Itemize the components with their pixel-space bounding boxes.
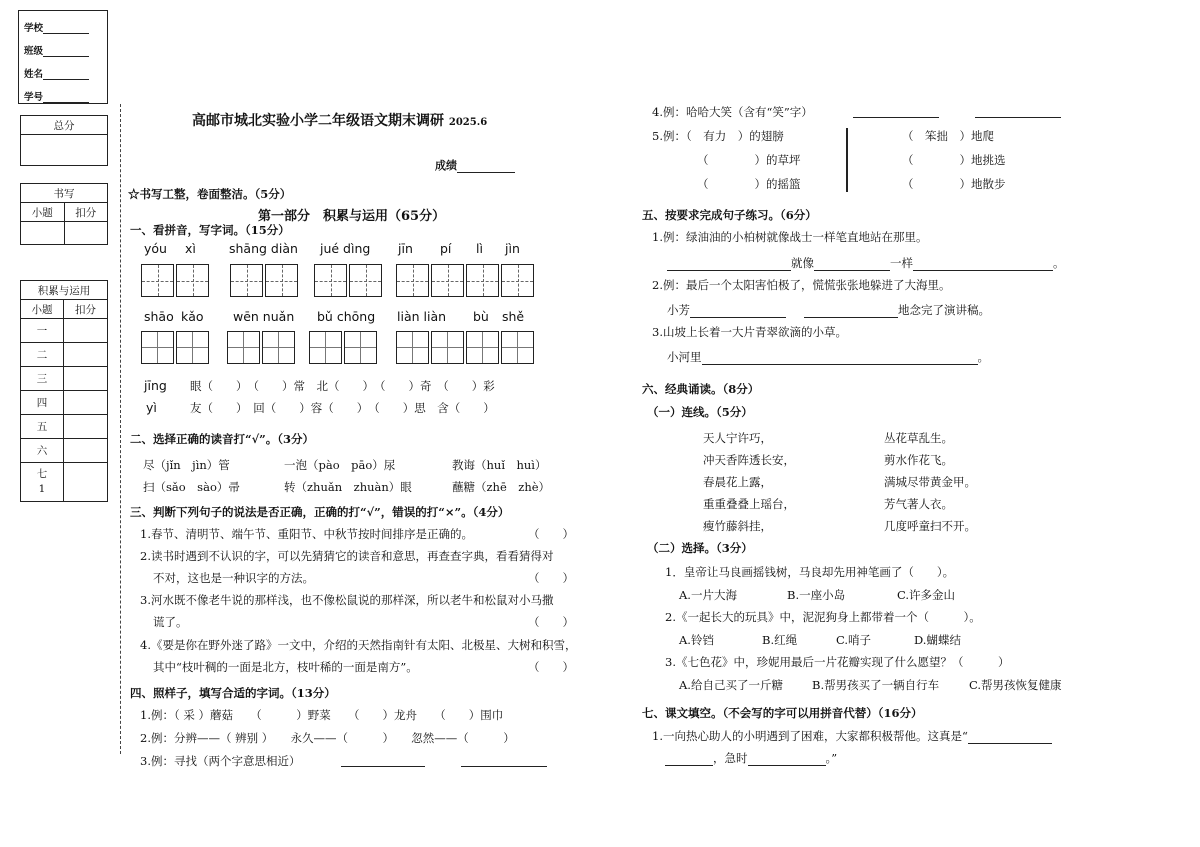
page-title: 高邮市城北实验小学二年级语文期末调研 2025.6	[192, 113, 488, 129]
match-left[interactable]: 天人宁许巧，	[703, 431, 772, 445]
grid-cell[interactable]	[466, 264, 499, 297]
q2-item[interactable]: 一泡（pào pāo）尿	[284, 458, 396, 472]
total-score-label: 总分	[21, 116, 108, 135]
q4-line: 5.例：（ 有力 ）的翅膀	[652, 129, 784, 143]
q4-line: （ ）的草坪	[697, 153, 801, 167]
row-1-cell[interactable]	[64, 319, 108, 343]
row-4-cell[interactable]	[64, 391, 108, 415]
grid-cell[interactable]	[176, 264, 209, 297]
accum-label: 积累与运用	[21, 281, 108, 300]
total-score-cell[interactable]	[21, 135, 108, 166]
choice-option[interactable]: C.帮男孩恢复健康	[969, 678, 1062, 692]
row-5: 五	[21, 415, 64, 439]
row-5-cell[interactable]	[64, 415, 108, 439]
grid-cell[interactable]	[501, 264, 534, 297]
choice-question: 2.《一起长大的玩具》中，泥泥狗身上都带着一个（ ）。	[665, 610, 981, 624]
match-left[interactable]: 瘦竹藤斜挂，	[703, 519, 772, 533]
pinyin: shāng diàn	[229, 241, 298, 256]
q2-item[interactable]: 蘸糖（zhē zhè）	[452, 480, 551, 494]
choice-option[interactable]: B.一座小岛	[787, 588, 846, 602]
q1-title: 一、看拼音，写字词。（15分）	[130, 223, 290, 237]
grid-cell[interactable]	[309, 331, 342, 364]
grid-cell[interactable]	[466, 331, 499, 364]
row-1: 一	[21, 319, 64, 343]
answer-paren[interactable]: （ ）	[528, 660, 574, 674]
pinyin: jìn	[505, 241, 520, 256]
pinyin: jué dìng	[320, 241, 371, 256]
row-2: 二	[21, 343, 64, 367]
choice-option[interactable]: A.给自己买了一斤糖	[679, 678, 783, 692]
q2-item[interactable]: 尽（jǐn jìn）管	[143, 458, 230, 472]
row-7-cell[interactable]	[64, 463, 108, 502]
grid-cell[interactable]	[141, 331, 174, 364]
grid-cell[interactable]	[141, 264, 174, 297]
writing-score-table	[20, 183, 108, 245]
q7-line: 1.一向热心助人的小明遇到了困难，大家都积极帮他。这真是“	[652, 728, 1052, 744]
grid-cell[interactable]	[262, 331, 295, 364]
q5-line: 2.例：最后一个太阳害怕极了，慌慌张张地躲进了大海里。	[652, 278, 951, 292]
writing-grid	[314, 264, 384, 297]
q2-item[interactable]: 教诲（huǐ huì）	[452, 458, 547, 472]
part1-title: 第一部分 积累与运用（65分）	[258, 209, 446, 224]
accum-score-table	[20, 280, 108, 502]
q5-fill-line[interactable]: 小芳 地念完了演讲稿。	[667, 303, 990, 317]
binding-line	[120, 104, 121, 754]
column-divider	[846, 128, 848, 192]
neat-writing-note: ☆书写工整，卷面整洁。（5分）	[128, 187, 292, 201]
match-left[interactable]: 春晨花上露，	[703, 475, 772, 489]
pinyin: bù	[473, 309, 489, 324]
q4-line: （ ）地散步	[902, 177, 1006, 191]
pinyin: yóu	[144, 241, 167, 256]
row-6-cell[interactable]	[64, 439, 108, 463]
pinyin: lì	[476, 241, 483, 256]
writing-deduct-cell[interactable]	[64, 222, 108, 245]
yi-line: 友（ ） 回（ ）容（ ） （ ）思 含（ ）	[190, 401, 495, 415]
number-label: 学号	[24, 89, 89, 103]
q4-line: （ 笨拙 ）地爬	[902, 129, 994, 143]
match-left[interactable]: 冲天香阵透长安，	[703, 453, 795, 467]
q2-title: 二、选择正确的读音打“√”。（3分）	[130, 432, 315, 446]
pinyin: liàn liàn	[397, 309, 447, 324]
q4-line: 3.例：寻找（两个字意思相近）	[140, 754, 301, 768]
grid-cell[interactable]	[227, 331, 260, 364]
deduct-label: 扣分	[64, 203, 108, 222]
grid-cell[interactable]	[265, 264, 298, 297]
grid-cell[interactable]	[349, 264, 382, 297]
answer-paren[interactable]: （ ）	[528, 615, 574, 629]
match-right[interactable]: 几度呼童扫不开。	[884, 519, 976, 533]
answer-line[interactable]	[341, 753, 425, 767]
grid-cell[interactable]	[396, 331, 429, 364]
pinyin-jing: jīng	[144, 378, 167, 393]
match-right[interactable]: 剪水作花飞。	[884, 453, 953, 467]
pinyin: pí	[440, 241, 452, 256]
choice-question: 1．皇帝让马良画摇钱树，马良却先用神笔画了（ ）。	[665, 565, 955, 579]
writing-grid	[396, 331, 536, 364]
choice-option[interactable]: C.许多金山	[897, 588, 956, 602]
writing-grid	[141, 331, 211, 364]
row-3-cell[interactable]	[64, 367, 108, 391]
pinyin: xì	[185, 241, 196, 256]
q4-title: 四、照样子，填写合适的字词。（13分）	[130, 686, 336, 700]
total-score-table	[20, 115, 108, 166]
q7-line[interactable]: ，急时 。”	[665, 750, 837, 766]
q3-line: 谎了。	[153, 615, 188, 629]
answer-paren[interactable]: （ ）	[528, 571, 574, 585]
grid-cell[interactable]	[176, 331, 209, 364]
grid-cell[interactable]	[230, 264, 263, 297]
score-label: 成绩	[435, 157, 515, 173]
writing-grid	[141, 264, 211, 297]
q5-line: 3.山坡上长着一大片青翠欲滴的小草。	[652, 325, 847, 339]
q4-line: 4.例：哈哈大笑（含有“笑”字）	[652, 105, 813, 119]
pinyin: kǎo	[181, 309, 204, 324]
choice-option[interactable]: B.红绳	[762, 633, 798, 647]
match-left[interactable]: 重重叠叠上瑶台，	[703, 497, 795, 511]
q4-line: 2.例：分辨——（ 辨别 ） 永久——（ ） 忽然——（ ）	[140, 731, 515, 745]
choice-option[interactable]: A.一片大海	[679, 588, 737, 602]
choice-option[interactable]: B.帮男孩买了一辆自行车	[812, 678, 940, 692]
answer-line[interactable]	[461, 753, 547, 767]
q6-title: 六、经典诵读。（8分）	[642, 382, 760, 396]
class-label: 班级	[24, 43, 89, 57]
q3-line: 2.读书时遇到不认识的字，可以先猜猜它的读音和意思，再查查字典，看看猜得对	[140, 549, 554, 563]
q3-title: 三、判断下列句子的说法是否正确，正确的打“√”，错误的打“×”。（4分）	[130, 505, 510, 519]
row-3: 三	[21, 367, 64, 391]
q4-line: （ ）的摇篮	[697, 177, 801, 191]
answer-line[interactable]	[853, 104, 939, 118]
sub-item-label: 小题	[21, 203, 65, 222]
q2-item[interactable]: 转（zhuǎn zhuàn）眼	[284, 480, 412, 494]
row-6: 六	[21, 439, 64, 463]
match-right[interactable]: 芳气著人衣。	[884, 497, 953, 511]
grid-cell[interactable]	[314, 264, 347, 297]
q4-line: （ ）地挑选	[902, 153, 1006, 167]
name-label: 姓名	[24, 66, 89, 80]
q4-line: 1.例：（ 采 ）蘑菇 （ ）野菜 （ ）龙舟 （ ）围巾	[140, 708, 504, 722]
grid-cell[interactable]	[344, 331, 377, 364]
writing-cell[interactable]	[21, 222, 65, 245]
answer-line[interactable]	[975, 104, 1061, 118]
q3-line: 4.《要是你在野外迷了路》一文中，介绍的天然指南针有太阳、北极星、大树和积雪，	[140, 638, 577, 652]
row-7: 七 1	[21, 463, 64, 502]
q3-line: 其中“枝叶稠的一面是北方，枝叶稀的一面是南方”。	[153, 660, 418, 674]
q3-line: 1.春节、清明节、端午节、重阳节、中秋节按时间排序是正确的。	[140, 527, 473, 541]
pinyin: jīn	[398, 241, 413, 256]
writing-grid	[230, 264, 300, 297]
grid-cell[interactable]	[396, 264, 429, 297]
answer-paren[interactable]: （ ）	[528, 527, 574, 541]
writing-grid	[227, 331, 297, 364]
q5-fill-line[interactable]: 小河里 。	[667, 350, 989, 364]
choice-option[interactable]: A.铃铛	[679, 633, 714, 647]
writing-grid	[396, 264, 536, 297]
q5-title: 五、按要求完成句子练习。（6分）	[642, 208, 817, 222]
q6-sub2: （二）选择。（3分）	[647, 541, 753, 555]
q5-line: 1.例：绿油油的小柏树就像战士一样笔直地站在那里。	[652, 230, 928, 244]
q7-title: 七、课文填空。（不会写的字可以用拼音代替）（16分）	[642, 706, 923, 720]
q5-fill-line[interactable]: 就像 一样 。	[667, 255, 1065, 271]
accum-deduct: 扣分	[64, 300, 108, 319]
choice-option[interactable]: D.蝴蝶结	[914, 633, 961, 647]
grid-cell[interactable]	[431, 264, 464, 297]
pinyin: shě	[502, 309, 525, 324]
jing-line: 眼（ ） （ ）常 北（ ） （ ）奇 （ ）彩	[190, 379, 495, 393]
grid-cell[interactable]	[501, 331, 534, 364]
grid-cell[interactable]	[431, 331, 464, 364]
q3-line: 3.河水既不像老牛说的那样浅，也不像松鼠说的那样深，所以老牛和松鼠对小马撒	[140, 593, 554, 607]
choice-option[interactable]: C.哨子	[836, 633, 872, 647]
writing-grid	[309, 331, 379, 364]
accum-sub-item: 小题	[21, 300, 64, 319]
pinyin: shāo	[144, 309, 174, 324]
row-2-cell[interactable]	[64, 343, 108, 367]
match-right[interactable]: 丛花草乱生。	[884, 431, 953, 445]
pinyin: bǔ chōng	[317, 309, 376, 324]
q2-item[interactable]: 扫（sǎo sào）帚	[143, 480, 240, 494]
q6-sub1: （一）连线。（5分）	[647, 405, 753, 419]
pinyin: wēn nuǎn	[233, 309, 295, 324]
pinyin-yi: yì	[146, 400, 157, 415]
match-right[interactable]: 满城尽带黄金甲。	[884, 475, 976, 489]
row-4: 四	[21, 391, 64, 415]
school-label: 学校	[24, 20, 89, 34]
choice-question: 3.《七色花》中，珍妮用最后一片花瓣实现了什么愿望？（ ）	[665, 655, 1010, 669]
q3-line: 不对，这也是一种识字的方法。	[153, 571, 314, 585]
writing-label: 书写	[21, 184, 108, 203]
